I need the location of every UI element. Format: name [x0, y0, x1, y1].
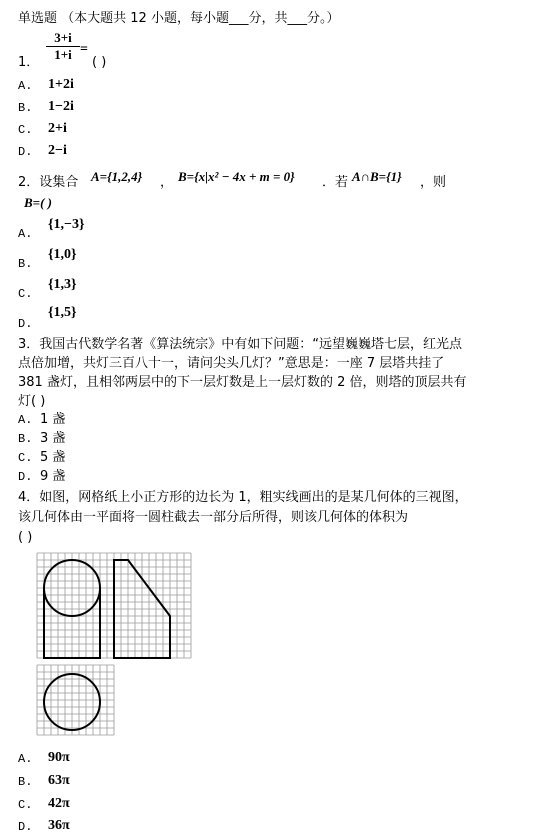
q3-option-d-label: D.: [18, 470, 33, 484]
q4-option-d-label: D.: [18, 820, 33, 834]
q1-option-a-value: 1+2i: [48, 77, 74, 92]
q4-option-c-value: 42π: [48, 796, 70, 811]
q3-option-b-value: 3 盏: [40, 431, 66, 446]
q2-option-b-value: {1,0}: [48, 247, 77, 262]
three-view-figure: [30, 550, 200, 740]
q3-option-c-label: C.: [18, 451, 33, 465]
q2-option-d-label: D.: [18, 317, 33, 331]
q3-line-1: 3．我国古代数学名著《算法统宗》中有如下问题：“远望巍巍塔七层，红光点: [18, 337, 463, 352]
q2-option-c-value: {1,3}: [48, 277, 77, 292]
q3-line-2: 点倍加增，共灯三百八十一，请问尖头几灯？”意思是：一座 7 层塔共挂了: [18, 356, 445, 371]
q3-option-a-value: 1 盏: [40, 412, 66, 427]
q2-condition: A∩B={1}: [352, 169, 402, 184]
q1-option-a-label: A.: [18, 79, 33, 93]
q1-denominator: 1+i: [54, 47, 72, 62]
q1-option-c-label: C.: [18, 123, 33, 137]
q2-option-a-value: {1,−3}: [48, 217, 85, 232]
q1-option-d-value: 2−i: [48, 143, 67, 158]
q2-option-a-label: A.: [18, 227, 33, 241]
q2-set-a: A={1,2,4}: [91, 169, 143, 184]
q1-option-b-label: B.: [18, 101, 33, 115]
q1-option-b-value: 1−2i: [48, 99, 74, 114]
q4-option-b-value: 63π: [48, 773, 70, 788]
q2-if-text: ．若: [322, 175, 349, 190]
q4-option-c-label: C.: [18, 798, 33, 812]
q4-option-a-label: A.: [18, 752, 33, 766]
q2-prefix: 2．设集合: [18, 175, 79, 190]
q2-option-d-value: {1,5}: [48, 305, 77, 320]
q3-option-d-value: 9 盏: [40, 469, 66, 484]
q2-option-c-label: C.: [18, 287, 33, 301]
q4-option-a-value: 90π: [48, 750, 70, 765]
q4-option-b-label: B.: [18, 775, 33, 789]
q2-then: ，则: [420, 175, 447, 190]
q2-comma: ，: [160, 175, 174, 190]
grid-bottom: [37, 665, 114, 735]
q1-number: 1．: [18, 55, 40, 70]
q1-fraction: [46, 31, 80, 62]
q2-option-b-label: B.: [18, 257, 33, 271]
q3-option-a-label: A.: [18, 413, 33, 427]
q3-line-4: 灯( ): [18, 394, 46, 409]
q4-line-3: ( ): [18, 530, 33, 545]
q1-paren: ( ): [92, 55, 107, 70]
q3-option-c-value: 5 盏: [40, 450, 66, 465]
q2-b-paren: B=( ): [24, 195, 52, 210]
q1-numerator: 3+i: [54, 30, 72, 45]
q3-line-3: 381 盏灯，且相邻两层中的下一层灯数是上一层灯数的 2 倍，则塔的顶层共有: [18, 375, 467, 390]
q3-option-b-label: B.: [18, 432, 33, 446]
q1-option-d-label: D.: [18, 145, 33, 159]
q1-equals: =: [80, 42, 88, 57]
q4-option-d-value: 36π: [48, 818, 70, 833]
q4-line-2: 该几何体由一平面将一圆柱截去一部分后所得，则该几何体的体积为: [18, 510, 409, 525]
q1-option-c-value: 2+i: [48, 121, 67, 136]
section-header: 单选题 （本大题共 12 小题，每小题___分，共___分。）: [18, 11, 340, 26]
q4-line-1: 4．如图，网格纸上小正方形的边长为 1，粗实线画出的是某几何体的三视图，: [18, 490, 468, 505]
q2-set-b: B={x|x² − 4x + m = 0}: [178, 169, 295, 184]
